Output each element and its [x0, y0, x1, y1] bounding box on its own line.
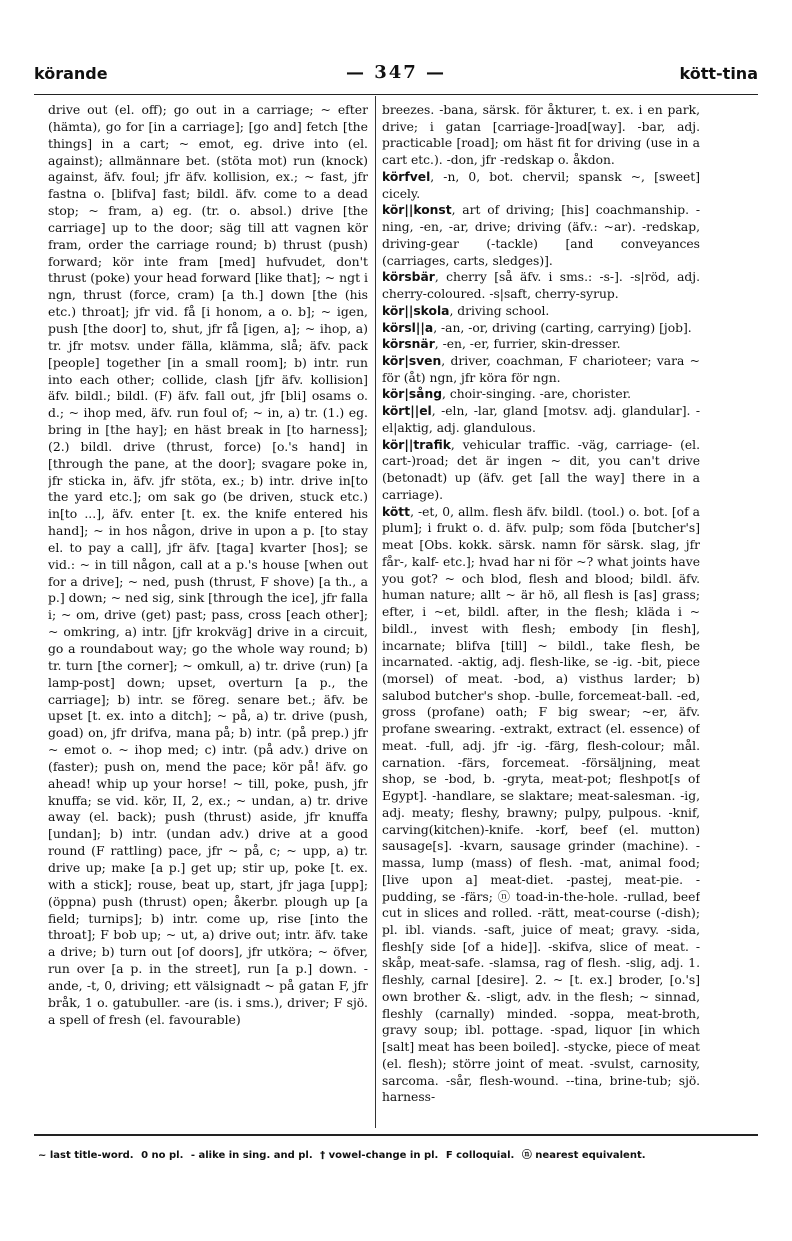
entry-text: , -en, -er, furrier, skin-dresser.	[434, 337, 621, 352]
dictionary-entry	[382, 353, 700, 386]
dictionary-entry	[382, 202, 700, 269]
dictionary-entry	[382, 336, 700, 353]
entry-text: , vehicular traffic. -väg, carriage- (el. cart-)road; det är ingen ~ dit, you can't drive (betonadt) up (äfv. get [all the way] there in a carriage).	[382, 437, 700, 502]
entry-text: breezes. -bana, särsk. för åkturer, t. ex. i en park, drive; i gatan [carriage-]road[way]. -bar, adj. practicable [road]; om häst fit for driving (use in a cart etc.). -don, jfr -redskap o. åkdon.	[382, 103, 700, 168]
dictionary-entry	[382, 403, 700, 436]
entry-text: , -et, 0, allm. flesh äfv. bildl. (tool.) o. bot. [of a plum]; i frukt o. d. äfv. pulp; som föda [butcher's] meat [Obs. kokk. särsk. namn för särsk. slag, jfr får-, kalf- etc.]; hvad har ni för ~? what joints have you got? ~ och blod, flesh and blood; bildl. äfv. human nature; allt ~ är hö, all flesh is [as] grass; efter, i ~et, bildl. after, in the flesh; kläda i ~ bildl., invest with flesh; embody [in flesh], incarnate; blifva [till] ~ bildl., take flesh, be incarnated. -aktig, adj. flesh-like, se -ig. -bit, piece (morsel) of meat. -bod, a) visthus larder; b) salubod butcher's shop. -bulle, forcemeat-ball. -ed, gross (profane) oath; F big swear; ~er, äfv. profane swearing. -extrakt, extract (el. essence) of meat. -full, adj. jfr -ig. -färg, flesh-colour; mål. carnation. -färs, forcemeat. -försäljning, meat shop, se -bod, b. -gryta, meat-pot; fleshpot[s of Egypt]. -handlare, se slaktare; meat-salesman. -ig, adj. meaty; fleshy, brawny; pulpy, pulpous. -knif, carving(kitchen)-knife. -korf, beef (el. mutton) sausage[s]. -kvarn, sausage grinder (machine). -massa, lump (mass) of flesh. -mat, animal food; [live upon a] meat-diet. -pastej, meat-pie. -pudding, se -färs; ⓝ toad-in-the-hole. -rullad, beef cut in slices and rolled. -rätt, meat-course (-dish); pl. ibl. viands. -saft, juice of meat; gravy. -sida, flesh[y side [of a hide]]. -skifva, slice of meat. -skåp, meat-safe. -slamsa, rag of flesh. -slig, adj. 1. fleshly, carnal [desire]. 2. ~ [t. ex.] broder, [o.'s] own brother &. -sligt, adv. in the flesh; ~ sinnad, fleshly (carnally) minded. -soppa, meat-broth, gravy soup; ibl. pottage. -spad, liquor [in which [salt] meat has been boiled]. -stycke, piece of meat (el. flesh); större joint of meat. -svulst, carnosity, sarcoma. -sår, flesh-wound. --tina, brine-tub; sjö. harness-	[382, 504, 700, 1105]
entry-headword: kör||skola	[382, 303, 450, 318]
entry-headword: körsl||a	[382, 320, 434, 335]
dictionary-entry	[382, 102, 700, 169]
legend-item: - alike in sing. and pl.	[190, 1150, 313, 1161]
left-column	[48, 102, 368, 1110]
page-number: — 347 —	[345, 62, 447, 83]
entry-headword: körfvel	[382, 169, 431, 184]
page-header	[34, 60, 758, 90]
footer-rule	[34, 1134, 758, 1136]
entry-headword: kör||konst	[382, 203, 452, 218]
column-divider	[375, 96, 376, 1128]
entry-text: , driving school.	[449, 303, 550, 318]
entry-headword: kör|sång	[382, 387, 443, 402]
right-column	[382, 102, 700, 1110]
legend-item: 0 no pl.	[141, 1150, 184, 1161]
dictionary-entry	[382, 169, 700, 202]
dictionary-entry	[382, 303, 700, 320]
legend-item: F colloquial.	[445, 1150, 515, 1161]
entry-text: , art of driving; [his] coachmanship. -ning, -en, -ar, drive; driving (äfv.: ~ar). -redskap, driving-gear (-tackle) [and conveyances (carriages, carts, sledges)].	[382, 203, 700, 268]
dictionary-entry	[382, 504, 700, 1106]
entry-headword: kör||trafik	[382, 437, 451, 452]
entry-text: , cherry [så äfv. i sms.: -s-]. -s|röd, adj. cherry-coloured. -s|saft, cherry-syrup.	[382, 270, 700, 302]
legend-item: ~ last title-word.	[38, 1150, 134, 1161]
entry-text: , driver, coachman, F charioteer; vara ~ för (åt) ngn, jfr köra för ngn.	[382, 354, 700, 385]
dictionary-entry	[382, 320, 700, 337]
header-rule	[34, 94, 758, 95]
right-running-headword: kött-tina	[679, 64, 758, 83]
entry-text: , -an, -or, driving (carting, carrying) [job].	[433, 320, 692, 335]
dictionary-entry	[382, 386, 700, 403]
entry-headword: kött	[382, 504, 411, 519]
entry-headword: kör|sven	[382, 354, 442, 369]
entry-text: , -n, 0, bot. chervil; spansk ~, [sweet] cicely.	[382, 169, 700, 201]
entry-text: , -eln, -lar, gland [motsv. adj. glandular]. -el|aktig, adj. glandulous.	[382, 404, 700, 435]
entry-headword: kört||el	[382, 404, 432, 419]
legend-item: † vowel-change in pl.	[320, 1150, 439, 1161]
dictionary-entry	[382, 269, 700, 302]
abbreviation-legend	[38, 1146, 758, 1161]
left-running-headword: körande	[34, 64, 108, 83]
entry-text: , choir-singing. -are, chorister.	[442, 387, 632, 402]
legend-item: ⓝ nearest equivalent.	[521, 1150, 646, 1161]
dictionary-entry	[382, 437, 700, 504]
entry-headword: körsbär	[382, 270, 435, 285]
entry-headword: körsnär	[382, 337, 435, 352]
dictionary-entry: drive out (el. off); go out in a carriage; ~ efter (hämta), go for [in a carriage]; [go and] fetch [the things] in a cart; ~ emot, eg. drive into (el. against); allmännare bet. (stöta mot) run (knock) against, äfv. foul; jfr äfv. kollision, ex.; ~ fast, jfr fastna o. [blifva] fast; bildl. äfv. come to a dead stop; ~ fram, a) eg. (tr. o. absol.) drive [the carriage] up to the door; säg till att vagnen kör fram, order the carriage round; b) thrust (push) forward; kör inte fram [med] hufvudet, don't thrust (poke) your head forward [like that]; ~ ngt i ngn, thrust (force, cram) [a th.] down [the (his etc.) throat]; jfr vid. få [i honom, a o. b]; ~ igen, push [the door] to, shut, jfr få [igen, a]; ~ ihop, a) tr. jfr motsv. under fälla, klämma, slå; äfv. pack [people] together [in a small room]; b) intr. run into each other; collide, clash [jfr äfv. kollision] äfv. bildl.; bildl. (F) äfv. fall out, jfr [bli] osams o. d.; ~ ihop med, äfv. run foul of; ~ in, a) tr. (1.) eg. bring in [the hay]; en häst break in [to harness]; (2.) bildl. drive (thrust, force) [o.'s hand] in [through the pane, at the door]; svagare poke in, jfr sticka in, äfv. jfr stöta, ex.; b) intr. drive in[to the yard etc.]; om sak go (be driven, stuck etc.) in[to ...], äfv. enter [t. ex. the knife entered his hand]; ~ in hos någon, drive in upon a p. [to stay el. to pay a call], jfr äfv. [taga] kvarter [hos]; se vid.: ~ in till någon, call at a p.'s house [when out for a drive]; ~ ned, push (thrust, F shove) [a th., a p.] down; ~ ned sig, sink [through the ice], jfr falla i; ~ om, drive (get) past; pass, cross [each other]; ~ omkring, a) intr. [jfr krokväg] drive in a circuit, go a roundabout way; go the whole way round; b) tr. turn [the corner]; ~ omkull, a) tr. drive (run) [a lamp-post] down; upset, overturn [a p., the carriage]; b) intr. se föreg. senare bet.; äfv. be upset [t. ex. into a ditch]; ~ på, a) tr. drive (push, goad) on, jfr drifva, mana på; b) intr. (på prep.) jfr ~ emot o. ~ ihop med; c) intr. (på adv.) drive on (faster); push on, mend the pace; kör på! äfv. go ahead! whip up your horse! ~ till, poke, push, jfr knuffa; se vid. kör, II, 2, ex.; ~ undan, a) tr. drive away (el. back); push (thrust) aside, jfr knuffa [undan]; b) intr. (undan adv.) drive at a good round (F rattling) pace, jfr ~ på, c; ~ upp, a) tr. drive up; make [a p.] get up; stir up, poke [t. ex. with a stick]; rouse, beat up, start, jfr jaga [upp]; (öppna) push (thrust) open; åkerbr. plough up [a field; turnips]; b) intr. come up, rise [into the throat]; F bob up; ~ ut, a) drive out; intr. äfv. take a drive; b) turn out [of doors], jfr utköra; ~ öfver, run over [a p. in the street], run [a p.] down. -ande, -t, 0, driving; ett välsignadt ~ på gatan F, jfr bråk, 1 o. gatubuller. -are (is. i sms.), driver; F sjö. a spell of fresh (el. favourable)	[48, 102, 368, 1027]
